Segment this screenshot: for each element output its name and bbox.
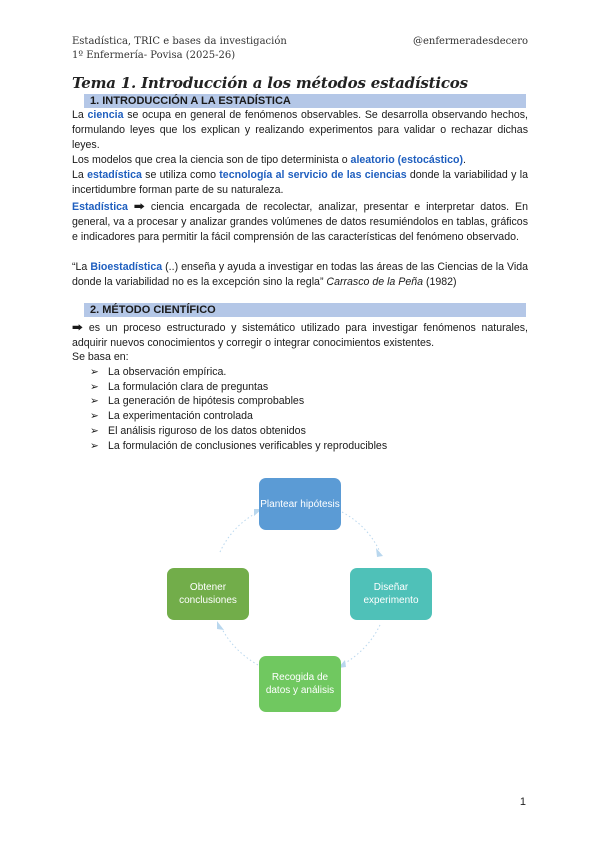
- arrowhead-bullet-icon: ➢: [90, 424, 99, 437]
- paragraph-modelos: Los modelos que crea la ciencia son de tipo determinista o aleatorio (estocástico).: [72, 154, 466, 166]
- keyword-tecnologia: tecnología al servicio de las ciencias: [219, 169, 407, 181]
- arrowhead-bullet-icon: ➢: [90, 380, 99, 393]
- paragraph-metodo: 🠲 es un proceso estructurado y sistemático utilizado para investigar fenómenos naturales, adquirir nuevos conocimientos y corregir o integrar conocimientos existentes.: [72, 322, 528, 349]
- keyword-aleatorio: aleatorio (estocástico): [350, 154, 463, 166]
- list-item: ➢ La observación empírica.: [90, 366, 227, 378]
- cycle-step-obtener-conclusiones: Obtener conclusiones: [167, 568, 249, 620]
- list-item: ➢ La formulación clara de preguntas: [90, 380, 269, 393]
- cycle-step-disenar-experimento: Diseñar experimento: [350, 568, 432, 620]
- arrow-top-right: [342, 512, 380, 552]
- paragraph-quote: “La Bioestadística (..) enseña y ayuda a investigar en todas las áreas de las Ciencias de la Vida donde la variabilidad no es la excepción sino la regla” Carrasco de la Peña (1982): [72, 261, 528, 288]
- keyword-ciencia: ciencia: [87, 109, 124, 121]
- keyword-estadistica: estadística: [87, 169, 142, 181]
- arrowhead-bullet-icon: ➢: [90, 439, 99, 452]
- arrow-bottom-left: [220, 625, 258, 665]
- arrow-right-bottom: [342, 625, 380, 665]
- right-arrow-icon: 🠲: [72, 322, 84, 334]
- header-course: Estadística, TRIC e bases da investigación: [72, 36, 287, 47]
- right-arrow-icon: 🠲: [133, 201, 145, 213]
- arrowhead-bullet-icon: ➢: [90, 366, 99, 378]
- keyword-bioestadistica: Bioestadística: [90, 261, 163, 273]
- list-item: ➢ El análisis riguroso de los datos obtenidos: [90, 424, 306, 437]
- arrow-left-top: [220, 512, 258, 552]
- paragraph-se-basa: Se basa en:: [72, 351, 129, 363]
- arrowhead-bullet-icon: ➢: [90, 410, 99, 423]
- arrowhead-icon: [376, 548, 383, 557]
- paragraph-estadistica: La estadística se utiliza como tecnología al servicio de las ciencias donde la variabilidad y la incertidumbre forman parte de su naturaleza.: [72, 169, 528, 196]
- cycle-step-plantear-hipotesis: Plantear hipótesis: [259, 478, 341, 530]
- cycle-step-recogida-datos: Recogida de datos y análisis: [259, 656, 341, 712]
- list-item: ➢ La experimentación controlada: [90, 410, 253, 423]
- arrowhead-bullet-icon: ➢: [90, 395, 99, 408]
- section-1-heading: 1. INTRODUCCIÓN A LA ESTADÍSTICA: [90, 95, 291, 107]
- header-handle: @enfermeradesdecero: [413, 36, 528, 47]
- page-number: 1: [519, 796, 526, 808]
- paragraph-definicion: Estadística 🠲 ciencia encargada de recolectar, analizar, presentar e interpretar datos. En general, va a procesar y analizar grandes volúmenes de datos resumiéndolos en tablas, gráficos e indicadores para permitir la fácil comprensión de las características del fenómeno observado.: [72, 201, 528, 243]
- page-title: Tema 1. Introducción a los métodos estadísticos: [72, 74, 468, 92]
- keyword-estadistica-def: Estadística: [72, 201, 128, 213]
- header-program: 1º Enfermería- Povisa (2025-26): [72, 50, 236, 61]
- list-item: ➢ La generación de hipótesis comprobables: [90, 395, 305, 408]
- paragraph-ciencia: La ciencia se ocupa en general de fenómenos observables. Se desarrolla observando hechos, formulando leyes que los explican y realizando experimentos para validar o rechazar dichas leyes.: [72, 109, 528, 151]
- arrowhead-icon: [217, 621, 224, 630]
- quote-citation: Carrasco de la Peña: [326, 276, 423, 288]
- section-2-heading: 2. MÉTODO CIENTÍFICO: [90, 304, 216, 316]
- list-item: ➢ La formulación de conclusiones verificables y reproducibles: [90, 439, 388, 452]
